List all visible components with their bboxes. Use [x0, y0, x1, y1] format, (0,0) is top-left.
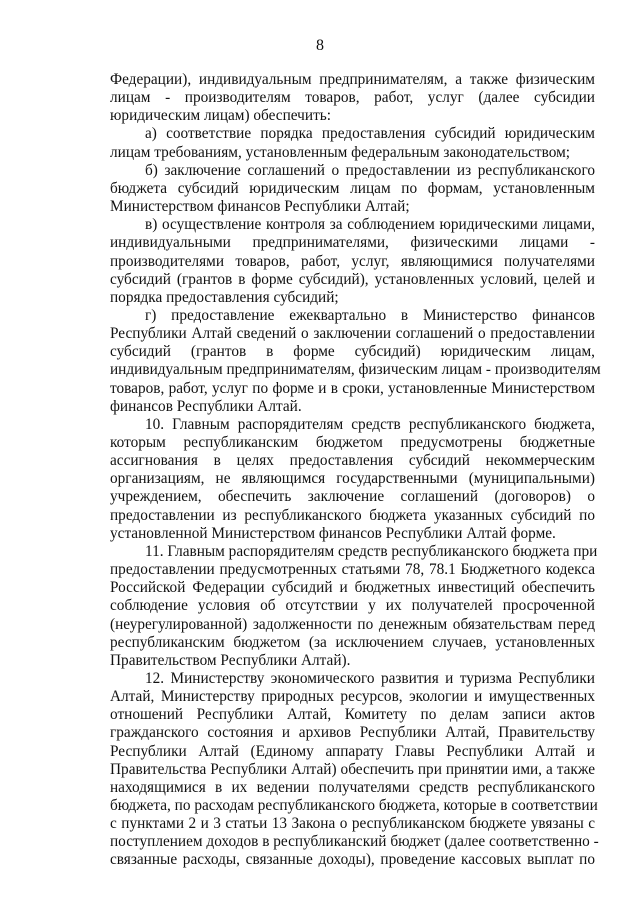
text-line: отношений Республики Алтай, Комитету по делам записи актов — [110, 706, 595, 724]
text-line: бюджета, по расходам республиканского бюджета, которые в соответствии — [110, 797, 598, 814]
text-line: гражданского состояния и архивов Республики Алтай, Правительству — [110, 724, 595, 742]
text-line: 10. Главным распорядителям средств республиканского бюджета, — [145, 415, 595, 433]
text-line: субсидий (грантов в форме субсидий), установленных условий, целей и — [110, 270, 595, 288]
text-line: Алтай, Министерству природных ресурсов, экологии и имущественных — [110, 688, 595, 706]
text-line: г) предоставление ежеквартально в Министерство финансов — [145, 306, 595, 324]
text-line: Министерством финансов Республики Алтай; — [110, 198, 410, 216]
text-line: бюджета субсидий юридическим лицам по формам, установленным — [110, 179, 595, 197]
text-line: (неурегулированной) задолженности по денежным обязательствам перед — [110, 615, 595, 633]
text-line: производителями товаров, работ, услуг, являющимися получателями — [110, 252, 595, 270]
text-line: находящимися в их ведении получателями средств республиканского — [110, 778, 595, 796]
text-line: товаров, работ, услуг по форме и в сроки, установленные Министерством — [110, 379, 595, 397]
text-line: порядка предоставления субсидий; — [110, 288, 339, 306]
text-line: Правительством Республики Алтай). — [110, 651, 351, 669]
text-line: республиканским бюджетом (за исключением случаев, установленных — [110, 633, 595, 651]
text-line: финансов Республики Алтай. — [110, 397, 302, 415]
text-line: организациям, не являющимся государственными (муниципальными) — [110, 470, 595, 488]
text-line: Правительства Республики Алтай) обеспечить при принятии ими, а также — [110, 760, 595, 778]
text-line: учреждением, обеспечить заключение соглашений (договоров) о — [110, 488, 595, 506]
text-line: Федерации), индивидуальным предпринимателям, а также физическим — [110, 71, 595, 88]
text-line: связанные расходы, связанные доходы), проведение кассовых выплат по — [110, 851, 595, 869]
text-line: предоставлении предусмотренных статьями 78, 78.1 Бюджетного кодекса — [110, 561, 595, 579]
text-line: лицам требованиям, установленным федеральным законодательством; — [110, 143, 571, 161]
text-line: 12. Министерству экономического развития и туризма Республики — [145, 669, 595, 687]
text-line: б) заключение соглашений о предоставлении из республиканского — [145, 161, 595, 179]
text-line: с пунктами 2 и 3 статьи 13 Закона о республиканском бюджете увязаны с — [110, 815, 595, 833]
text-line: юридическим лицам) обеспечить: — [110, 107, 331, 125]
text-line: а) соответствие порядка предоставления субсидий юридическим — [145, 125, 595, 143]
text-line: предоставлении из республиканского бюджета указанных субсидий по — [110, 506, 595, 524]
text-line: поступлением доходов в республиканский бюджет (далее соответственно - — [110, 833, 599, 851]
text-line: субсидий (грантов в форме субсидий) юридическим лицам, — [110, 343, 595, 361]
text-line: Республики Алтай (Единому аппарату Главы Республики Алтай и — [110, 742, 595, 760]
text-line: в) осуществление контроля за соблюдением юридическими лицами, — [145, 216, 595, 234]
text-line: установленной Министерством финансов Республики Алтай форме. — [110, 524, 556, 542]
text-line: соблюдение условия об отсутствии у их получателей просроченной — [110, 597, 595, 615]
text-line: Республики Алтай сведений о заключении соглашений о предоставлении — [110, 325, 595, 343]
text-line: лицам - производителям товаров, работ, услуг (далее субсидии — [110, 89, 595, 107]
text-line: 11. Главным распорядителям средств республиканского бюджета при — [145, 542, 598, 560]
text-line: ассигнования в целях предоставления субсидий некоммерческим — [110, 452, 595, 470]
page-number: 8 — [316, 37, 324, 54]
text-line: индивидуальными предпринимателями, физическими лицами - — [110, 234, 595, 252]
text-line: индивидуальным предпринимателям, физическим лицам - производителям — [110, 361, 601, 379]
text-line: Российской Федерации субсидий и бюджетных инвестиций обеспечить — [110, 579, 595, 597]
text-line: которым республиканским бюджетом предусмотрены бюджетные — [110, 434, 595, 451]
